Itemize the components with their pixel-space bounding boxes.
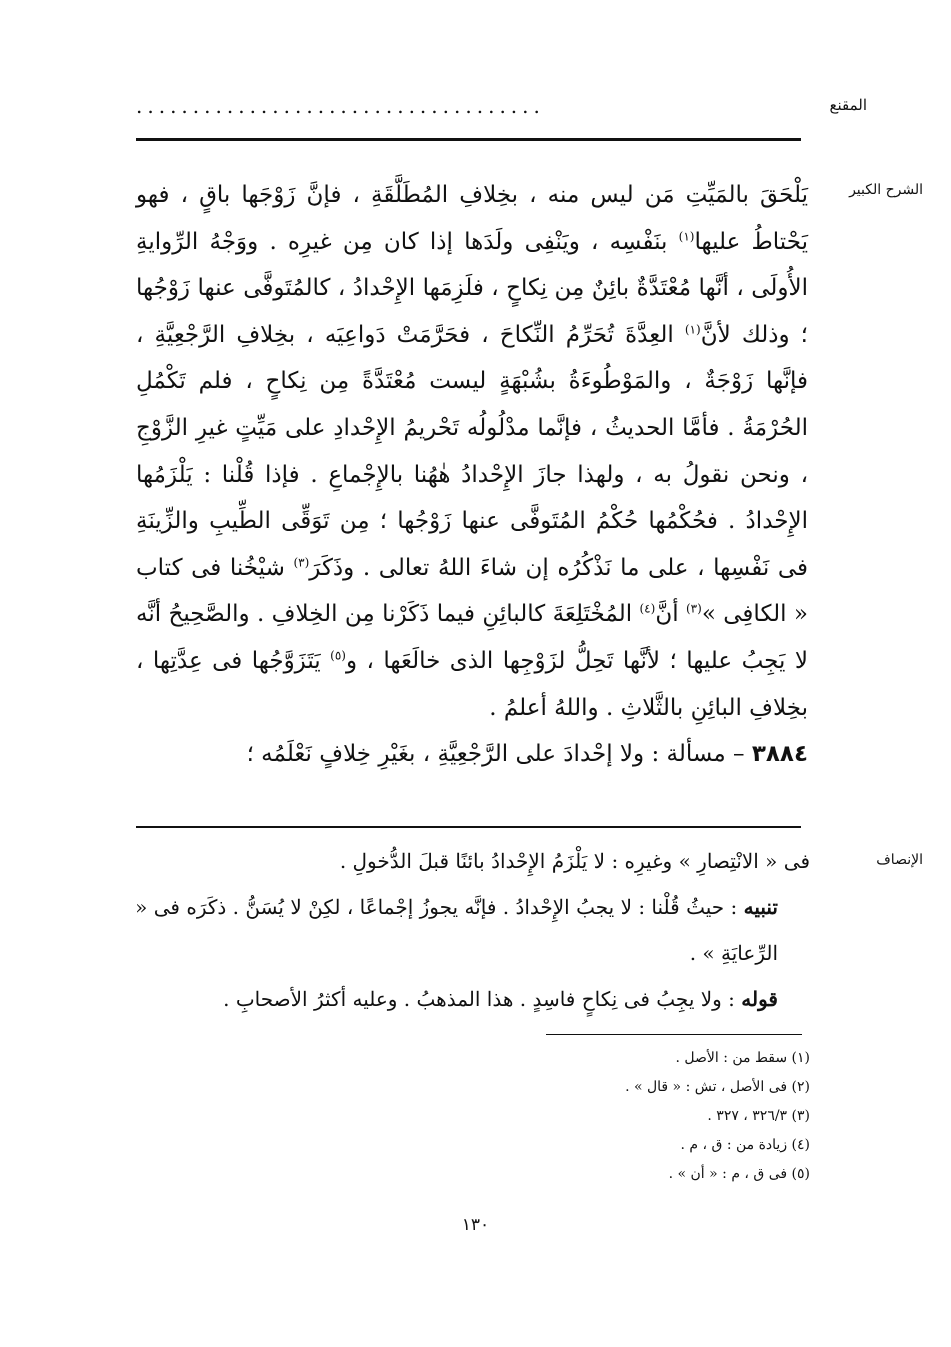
insaf-qawluh — [120, 976, 810, 1022]
insaf-body — [120, 838, 810, 1022]
tanbih-text: : حيثُ قُلْنا : لا يجبُ الإِحْدادُ . فإنَّه يجوزُ إجْماعًا ، لكِنْ لا يُسَنُّ . ذكَرَه فى « الرِّعايَةِ » . — [135, 895, 778, 965]
footnote-item: (٤) زيادة من : ق ، م . — [680, 1137, 810, 1153]
text-run: شيْخُنا فى كتاب « الكافِى » — [136, 554, 808, 628]
footnote-ref: (٥) — [330, 648, 346, 663]
footnote-item: (٢) فى الأصل ، تش : « قال » . — [625, 1079, 810, 1095]
side-label-insaf: الإنصاف — [876, 852, 923, 868]
text-run: المُخْتَلِعَةَ كالبائِنِ فيما ذَكَرْنا مِن الخِلافِ . والصَّحِيحُ أنَّه لا يَجِبُ عليها ؛ لأنَّها تَحِلُّ لزَوْجِها الذى خالَعَها ، و — [136, 601, 808, 674]
footnote-ref: (٣) — [293, 555, 310, 570]
insaf-tanbih — [120, 884, 810, 976]
sharh-paragraph — [136, 172, 808, 731]
side-label-sharh: الشرح الكبير — [849, 182, 923, 198]
footnote-rule — [546, 1034, 802, 1035]
footnote-item: (١) سقط من : الأصل . — [675, 1050, 810, 1066]
footnote-ref: (١) — [684, 322, 701, 337]
running-header-dots: .................................... — [136, 94, 545, 118]
qawluh-text: : ولا يجِبُ فى نِكاحٍ فاسِدٍ . هذا المذهبُ . وعليه أكثرُ الأصحابِ . — [223, 987, 742, 1011]
footnote-ref: (٣) — [685, 601, 702, 616]
insaf-line: فى « الانْتِصارِ » وغيرِه : لا يَلْزَمُ الإِحْدادُ بائنًا قبلَ الدُّخولِ . — [339, 849, 810, 873]
text-run: العِدَّةَ تُحَرِّمُ النِّكاحَ ، فحَرَّمَتْ دَواعِيَه ، بخِلافِ الرَّجْعِيَّةِ ، فإنَّها زَوْجَةٌ ، والمَوْطُوءَةُ بشُبْهَةٍ ليست مُعْتَدَّةً مِن نِكاحٍ ، فلم تَكْمُلِ الحُرْمَةُ . فأمَّا الحديثُ ، فإنَّما مدْلُولُه تَحْريمُ الإِحْدادِ على مَيِّتٍ غيرِ الزَّوْجِ ، ونحن نقولُ به ، ولهذا جازَ الإِحْدادُ هٰهُنا بالإِجْماعِ . فإذا قُلْنا : يَلْزَمُها الإِحْدادُ . فحُكْمُها حُكْمُ المُتَوفَّى عنها زَوْجُها ؛ مِن تَوَقِّى الطِّيبِ والزِّينَةِ فى نَفْسِها ، على ما نَذْكُرُه إن شاءَ اللهُ تعالى . وذَكَرَ — [136, 321, 808, 581]
section-rule — [136, 826, 801, 828]
footnote-item: (٣) ٣٢٦/٣ ، ٣٢٧ . — [707, 1108, 810, 1124]
text-run: يَلْحَقَ بالمَيِّتِ مَن ليس منه ، بخِلافِ المُطَلَّقَةِ ، فإنَّ زَوْجَها باقٍ ، فهو يَحْتاطُ عليها — [136, 182, 808, 255]
running-header-title: المقنع — [829, 96, 867, 114]
text-run: أنَّ — [655, 601, 686, 628]
masala-line — [136, 731, 808, 778]
footnote-ref: (١) — [678, 228, 695, 243]
page-number: ١٣٠ — [461, 1215, 490, 1235]
qawluh-label: قوله — [741, 987, 778, 1011]
footnote-ref: (٤) — [639, 601, 656, 616]
tanbih-label: تنبيه — [743, 895, 778, 919]
masala-text: – مسألة : ولا إحْدادَ على الرَّجْعِيَّةِ ، بغَيْرِ خِلافٍ نَعْلَمُه ؛ — [246, 741, 752, 768]
text-run: يَتَزَوَّجُها فى عِدَّتِها ، بخِلافِ البائِنِ بالثَّلاثِ . واللهُ أعلمُ . — [136, 647, 808, 721]
footnotes — [440, 1044, 810, 1189]
footnote-item: (٥) فى ق ، م : « أن » . — [668, 1166, 810, 1182]
header-rule — [136, 138, 801, 141]
masala-number: ٣٨٨٤ — [751, 741, 808, 768]
sharh-body — [136, 172, 808, 778]
text-run: بنَفْسِه ، ويَنْفِى ولَدَها إذا كان مِن غيرِه . ووَجْهُ الرِّوايةِ الأُولَى ، أنَّها مُعْتَدَّةٌ بائِنٌ مِن نِكاحٍ ، فلَزِمَها الإِحْدادُ ، كالمُتَوفَّى عنها زَوْجُها ؛ وذلك لأنَّ — [136, 228, 808, 348]
